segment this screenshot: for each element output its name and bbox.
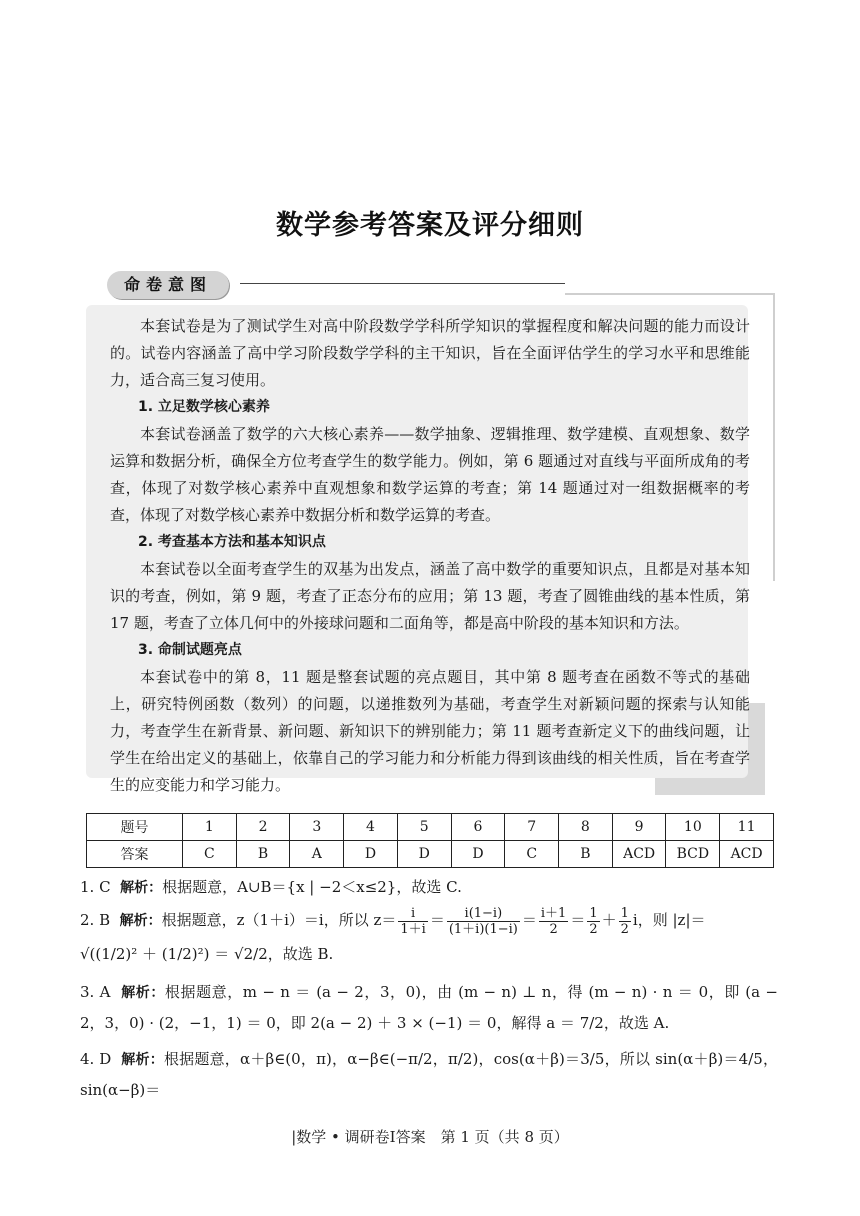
fraction: $\frac{1}{2}$ [620,905,629,937]
solution-4 [80,1044,778,1105]
table-cell-number: 8 [559,814,613,841]
solution-2-continued: √((1/2)² ＋ (1/2)²) ＝ √2/2，故选 B. [80,944,334,963]
solution-text: 根据题意，A∪B＝{x | −2＜x≤2}，故选 C. [162,878,462,896]
intro-paragraph-2: 本套试卷涵盖了数学的六大核心素养——数学抽象、逻辑推理、数学建模、直观想象、数学运算和数据分析，确保全方位考查学生的数学能力。例如，第 6 题通过对直线与平面所成角的考查，体现了对数学核心素养中直观想象和数学运算的考查；第 14 题通过对一组数据概率的考查，体现了对数学核心素养中数据分析和数学运算的考查。 [110,425,750,524]
frame-decoration-top [565,293,775,295]
solutions [80,876,778,1105]
table-cell-number: 4 [344,814,398,841]
table-cell-answer: D [397,841,451,868]
table-cell-answer: B [236,841,290,868]
table-cell-number: 2 [236,814,290,841]
solution-label: 解析： [120,880,163,896]
solution-number: 3. A [80,982,111,1001]
solution-2: 2. B 解析：根据题意，z（1＋i）＝i，所以 z＝ $\frac{i}{1+i}$ ＝ $\frac{i(1-i)}{(1+i)(1-i)}$ ＝ $\frac{i+1}{2}$ ＝ $\frac{1}{2}$ ＋ $\frac{1}{2}$ i，则 |z|＝ [80,905,706,937]
table-cell-answer: C [505,841,559,868]
table-cell-number: 5 [397,814,451,841]
solution-text: 根据题意，z（1＋i）＝i，所以 z＝ [161,911,397,929]
section-badge: 命卷意图 [107,271,229,299]
intro-text [110,313,750,799]
page-footer: |数学 • 调研卷Ⅰ答案 第 1 页（共 8 页） [291,1128,569,1146]
table-cell-answer: ACD [612,841,666,868]
solution-number: 4. D [80,1049,112,1068]
intro-paragraph-4: 本套试卷中的第 8，11 题是整套试题的亮点题目，其中第 8 题考查在函数不等式的基础上，研究特例函数（数列）的问题，以递推数列为基础，考查学生对新颖问题的探索与认知能力，考查学生在新背景、新问题、新知识下的辨别能力；第 11 题考查新定义下的曲线问题，让学生在给出定义的基础上，依靠自己的学习能力和分析能力得到该曲线的相关性质，旨在考查学生的应变能力和学习能力。 [110,668,750,794]
table-cell-answer: C [183,841,237,868]
fraction: $\frac{1}{2}$ [589,905,598,937]
table-cell-number: 6 [451,814,505,841]
fraction: $\frac{i+1}{2}$ [540,905,567,937]
fraction: $\frac{i}{1+i}$ [400,905,426,937]
table-cell-number: 10 [666,814,720,841]
frame-decoration-right [773,293,775,581]
page-title: 数学参考答案及评分细则 [276,210,584,241]
intro-heading-1: 1. 立足数学核心素养 [138,399,270,415]
solution-label: 解析： [121,984,165,1001]
table-row-answers [87,841,774,868]
solution-number: 2. B [80,911,111,929]
table-cell-answer: ACD [720,841,774,868]
fraction: $\frac{i(1-i)}{(1+i)(1-i)}$ [448,905,518,937]
solution-number: 1. C [80,878,111,896]
table-cell-answer: D [344,841,398,868]
table-cell-number: 1 [183,814,237,841]
table-cell-answer: B [559,841,613,868]
table-cell-answer: A [290,841,344,868]
intro-heading-3: 3. 命制试题亮点 [138,642,242,658]
table-header-number: 题号 [87,814,183,841]
table-cell-number: 9 [612,814,666,841]
solution-text: 根据题意，m − n ＝ (a − 2，3，0)，由 (m − n) ⊥ n，得 (m − n) · n ＝ 0，即 (a − 2，3，0) · (2，−1，1) ＝ 0，即 2(a − 2) ＋ 3 × (−1) ＝ 0，解得 a ＝ 7/2，故选 A. [80,982,779,1032]
intro-paragraph-1: 本套试卷是为了测试学生对高中阶段数学学科所学知识的掌握程度和解决问题的能力而设计的。试卷内容涵盖了高中学习阶段数学学科的主干知识，旨在全面评估学生的学习水平和思维能力，适合高三复习使用。 [110,317,750,389]
solution-text: i，则 |z|＝ [632,911,706,929]
table-cell-number: 3 [290,814,344,841]
answer-table [86,813,774,868]
solution-3 [80,977,778,1038]
table-cell-number: 7 [505,814,559,841]
table-cell-number: 11 [720,814,774,841]
table-row-numbers [87,814,774,841]
table-cell-answer: BCD [666,841,720,868]
solution-label: 解析： [121,1051,164,1068]
solution-label: 解析： [119,913,162,929]
solution-1 [80,876,778,899]
intro-heading-2: 2. 考查基本方法和基本知识点 [138,534,326,550]
header-rule [240,283,565,284]
solution-text: 根据题意，α＋β∈(0，π)，α−β∈(−π/2，π/2)，cos(α＋β)＝3/5，所以 sin(α＋β)＝4/5，sin(α−β)＝ [80,1049,779,1099]
intro-paragraph-3: 本套试卷以全面考查学生的双基为出发点，涵盖了高中数学的重要知识点，且都是对基本知识的考查，例如，第 9 题，考查了正态分布的应用；第 13 题，考查了圆锥曲线的基本性质，第 17 题，考查了立体几何中的外接球问题和二面角等，都是高中阶段的基本知识和方法。 [110,560,750,632]
table-cell-answer: D [451,841,505,868]
table-header-answer: 答案 [87,841,183,868]
